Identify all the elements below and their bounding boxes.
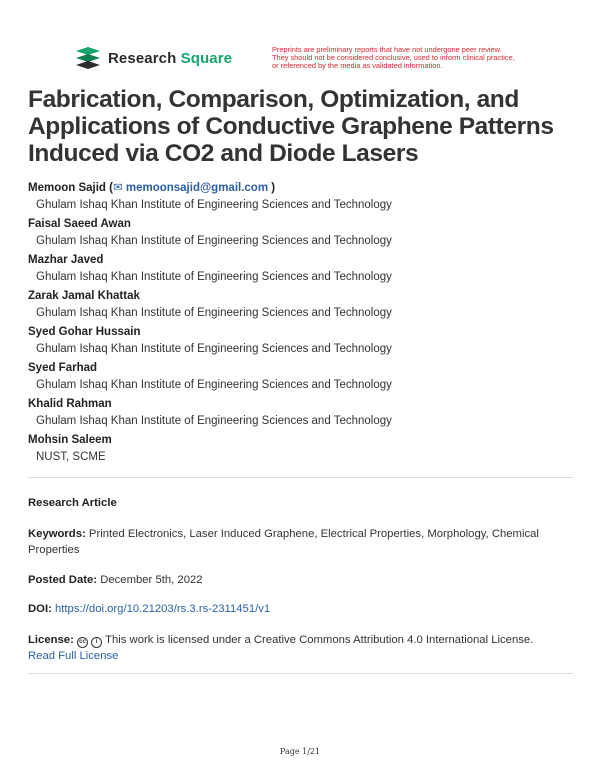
license <box>28 632 573 664</box>
research-square-logo-icon <box>74 46 102 70</box>
keywords-value: Printed Electronics, Laser Induced Graphene, Electrical Properties, Morphology, Chemical Properties <box>28 528 539 556</box>
author-affiliation: Ghulam Ishaq Khan Institute of Engineering Sciences and Technology <box>36 199 392 211</box>
keywords-label: Keywords: <box>28 528 86 540</box>
license-label: License: <box>28 634 74 646</box>
author-name: Mazhar Javed <box>28 254 104 266</box>
author-affiliation: NUST, SCME <box>36 451 106 463</box>
envelope-icon: ✉ <box>113 182 123 194</box>
article-type-label: Research Article <box>28 497 117 509</box>
author-name: Syed Farhad <box>28 362 98 374</box>
posted-date-label: Posted Date: <box>28 574 98 586</box>
divider <box>28 673 573 674</box>
page-number: Page 1/21 <box>279 747 321 756</box>
logo-text <box>108 50 232 67</box>
doi <box>28 601 573 617</box>
notice-line: Preprints are preliminary reports that have not undergone peer review. <box>272 45 502 54</box>
author-affiliation: Ghulam Ishaq Khan Institute of Engineering Sciences and Technology <box>36 307 392 319</box>
notice-line: or referenced by the media as validated information. <box>272 61 443 71</box>
paren-close: ) <box>271 182 276 194</box>
preprint-notice <box>272 46 542 71</box>
author-name: Zarak Jamal Khattak <box>28 290 140 302</box>
posted-date <box>28 572 573 588</box>
notice-line: They should not be considered conclusive, used to inform clinical practice, <box>272 53 515 63</box>
author-affiliation: Ghulam Ishaq Khan Institute of Engineering Sciences and Technology <box>36 415 392 427</box>
author-affiliation: Ghulam Ishaq Khan Institute of Engineering Sciences and Technology <box>36 271 392 283</box>
author-list <box>28 180 568 468</box>
logo-word-research: Research <box>108 49 177 67</box>
doi-link[interactable]: https://doi.org/10.21203/rs.3.rs-2311451/v1 <box>55 603 271 615</box>
author-affiliation: Ghulam Ishaq Khan Institute of Engineering Sciences and Technology <box>36 235 392 247</box>
author-name: Memoon Sajid <box>28 182 106 194</box>
attribution-icon: i <box>91 637 102 648</box>
paper-title: Fabrication, Comparison, Optimization, and Applications of Conductive Graphene Patterns Induced via CO2 and Diode Lasers <box>28 86 554 167</box>
research-square-logo[interactable] <box>74 46 232 70</box>
read-full-license-link[interactable]: Read Full License <box>28 650 119 662</box>
author-affiliation: Ghulam Ishaq Khan Institute of Engineering Sciences and Technology <box>36 343 392 355</box>
author-name: Khalid Rahman <box>28 398 112 410</box>
cc-icon: cc <box>77 637 88 648</box>
author-email-link[interactable]: memoonsajid@gmail.com <box>125 182 269 194</box>
author-name: Faisal Saeed Awan <box>28 218 131 230</box>
divider <box>28 477 573 478</box>
author-name: Syed Gohar Hussain <box>28 326 141 338</box>
paren-open: ( <box>109 182 113 194</box>
author-affiliation: Ghulam Ishaq Khan Institute of Engineering Sciences and Technology <box>36 379 392 391</box>
author-name: Mohsin Saleem <box>28 434 112 446</box>
logo-word-square: Square <box>180 49 233 67</box>
doi-label: DOI: <box>28 603 52 615</box>
author-name-corresponding <box>28 180 568 196</box>
posted-date-value: December 5th, 2022 <box>100 574 203 586</box>
article-type <box>28 495 573 511</box>
keywords <box>28 526 573 558</box>
license-text: This work is licensed under a Creative Commons Attribution 4.0 International License. <box>105 634 534 646</box>
header <box>74 46 534 76</box>
